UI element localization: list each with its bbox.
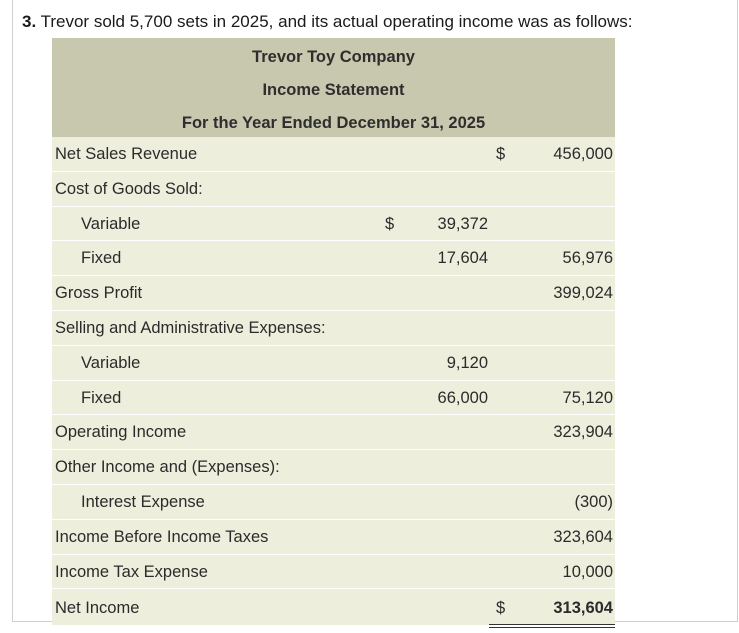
question-body: Trevor sold 5,700 sets in 2025, and its actual operating income was as follows: <box>40 12 633 31</box>
total-amount: 456,000 <box>553 145 613 163</box>
row-label: Other Income and (Expenses): <box>55 458 280 477</box>
total-amount: 399,024 <box>553 284 613 303</box>
row-label: Variable <box>81 353 141 372</box>
double-underline <box>489 624 615 628</box>
row-cost-of-goods-sold <box>52 172 615 207</box>
row-label: Net Sales Revenue <box>55 145 198 163</box>
row-net-sales-revenue <box>52 137 615 172</box>
row-other-income-expenses <box>52 450 615 485</box>
detail-amount: 9,120 <box>446 353 488 372</box>
total-amount: 323,604 <box>553 527 613 546</box>
question-number: 3. <box>22 12 37 31</box>
row-cogs-fixed <box>52 241 615 276</box>
row-income-tax-expense <box>52 555 615 590</box>
dollar-sign: $ <box>496 145 506 163</box>
row-label: Income Tax Expense <box>55 562 208 581</box>
row-label: Gross Profit <box>55 284 143 303</box>
row-label: Cost of Goods Sold: <box>55 179 203 198</box>
row-income-before-taxes <box>52 520 615 555</box>
row-label: Net Income <box>55 599 140 618</box>
dollar-sign: $ <box>385 214 395 233</box>
row-label: Operating Income <box>55 423 187 442</box>
total-amount: 56,976 <box>562 249 613 268</box>
row-gross-profit <box>52 276 615 311</box>
detail-amount: 39,372 <box>437 214 488 233</box>
row-label: Interest Expense <box>81 492 205 511</box>
row-operating-income <box>52 415 615 450</box>
row-interest-expense <box>52 485 615 520</box>
row-selling-admin-expenses <box>52 311 615 346</box>
dollar-sign: $ <box>496 599 506 618</box>
row-label: Selling and Administrative Expenses: <box>55 318 326 337</box>
question-text <box>22 12 632 32</box>
income-statement <box>52 38 615 626</box>
row-sa-fixed <box>52 381 615 416</box>
row-label: Income Before Income Taxes <box>55 527 269 546</box>
detail-amount: 66,000 <box>437 388 488 407</box>
row-label: Variable <box>81 214 141 233</box>
total-amount: 75,120 <box>562 388 613 407</box>
detail-amount: 17,604 <box>437 249 488 268</box>
total-amount: 10,000 <box>562 562 613 581</box>
statement-title: Income Statement <box>262 81 405 99</box>
row-sa-variable <box>52 346 615 381</box>
company-name: Trevor Toy Company <box>252 48 415 66</box>
total-amount: (300) <box>574 492 613 511</box>
row-net-income <box>52 589 615 626</box>
row-label: Fixed <box>81 388 122 407</box>
total-amount: 323,904 <box>553 423 613 442</box>
statement-header <box>52 38 615 137</box>
row-cogs-variable <box>52 207 615 242</box>
row-label: Fixed <box>81 249 122 268</box>
statement-period: For the Year Ended December 31, 2025 <box>181 114 486 132</box>
net-income-amount: 313,604 <box>553 599 613 618</box>
